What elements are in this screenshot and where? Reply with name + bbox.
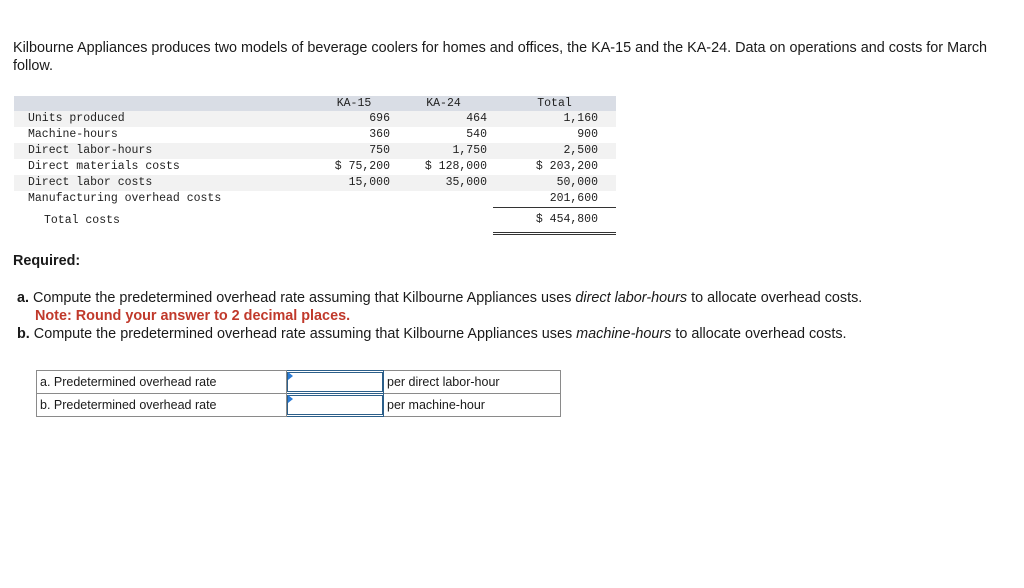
row-label: Direct labor costs [28, 176, 153, 189]
cell-total: 1,160 [563, 112, 598, 125]
row-label: Manufacturing overhead costs [28, 192, 222, 206]
cell-ka24 [394, 191, 493, 208]
table-row [14, 127, 616, 143]
cell-total: 50,000 [556, 176, 598, 189]
requirement-a [17, 289, 862, 325]
answer-table [36, 370, 561, 417]
cell-ka15: 15,000 [348, 176, 390, 189]
answer-row-a [37, 371, 561, 394]
row-label: Direct materials costs [28, 160, 180, 173]
cell-ka24: 1,750 [452, 144, 487, 157]
answer-b-input[interactable] [287, 395, 383, 415]
table-header-row [14, 96, 616, 111]
table-row [14, 159, 616, 175]
cell-ka15: 360 [369, 128, 390, 141]
table-row [14, 191, 616, 208]
header-ka24: KA-24 [426, 97, 461, 110]
cell-ka15: 696 [369, 112, 390, 125]
requirement-b-prefix: b. [17, 326, 30, 342]
answer-b-unit: per machine-hour [384, 394, 561, 417]
cell-ka24: 35,000 [445, 176, 487, 189]
requirement-a-text-1: Compute the predetermined overhead rate assuming that Kilbourne Appliances uses [29, 290, 576, 306]
requirement-b-italic: machine-hours [576, 326, 672, 342]
cell-ka24: 464 [466, 112, 487, 125]
row-label: Direct labor-hours [28, 144, 153, 157]
cell-total: 201,600 [493, 191, 616, 208]
cell-ka24 [394, 208, 493, 234]
table-row [14, 175, 616, 191]
requirement-b-text-2: to allocate overhead costs. [671, 326, 847, 342]
cell-ka24: $ 128,000 [424, 160, 487, 173]
total-costs-value: $ 454,800 [493, 208, 616, 234]
cell-ka24: 540 [466, 128, 487, 141]
cell-ka15: 750 [369, 144, 390, 157]
table-row [14, 143, 616, 159]
header-ka15: KA-15 [336, 97, 372, 110]
requirement-b [17, 325, 847, 343]
required-heading: Required: [13, 253, 81, 269]
answer-a-cell [287, 371, 384, 394]
input-flag-icon [288, 395, 293, 403]
cell-total: 2,500 [563, 144, 598, 157]
header-total: Total [537, 97, 572, 110]
answer-row-b [37, 394, 561, 417]
answer-b-cell [287, 394, 384, 417]
total-row [14, 208, 616, 234]
requirement-a-italic: direct labor-hours [575, 290, 688, 306]
cell-total: $ 203,200 [535, 160, 598, 173]
cell-total: 900 [577, 128, 598, 141]
total-label: Total costs [14, 208, 314, 234]
requirement-a-text-2: to allocate overhead costs. [687, 290, 863, 306]
input-flag-icon [288, 372, 293, 380]
row-label: Machine-hours [28, 128, 118, 141]
row-label: Units produced [28, 112, 125, 125]
header-blank [14, 96, 314, 111]
cell-ka15 [314, 208, 394, 234]
cell-ka15 [314, 191, 394, 208]
answer-b-label: b. Predetermined overhead rate [37, 394, 287, 417]
answer-a-unit: per direct labor-hour [384, 371, 561, 394]
rounding-note: Note: Round your answer to 2 decimal places. [35, 308, 351, 324]
table-row [14, 111, 616, 127]
answer-a-label: a. Predetermined overhead rate [37, 371, 287, 394]
operations-data-table [14, 96, 616, 235]
requirement-a-prefix: a. [17, 290, 30, 306]
cell-ka15: $ 75,200 [334, 160, 390, 173]
answer-a-input[interactable] [287, 372, 383, 392]
requirement-b-text-1: Compute the predetermined overhead rate assuming that Kilbourne Appliances uses [29, 326, 577, 342]
problem-intro: Kilbourne Appliances produces two models of beverage coolers for homes and offices, the KA-15 and the KA-24. Data on operations and costs for March follow. [13, 40, 988, 74]
